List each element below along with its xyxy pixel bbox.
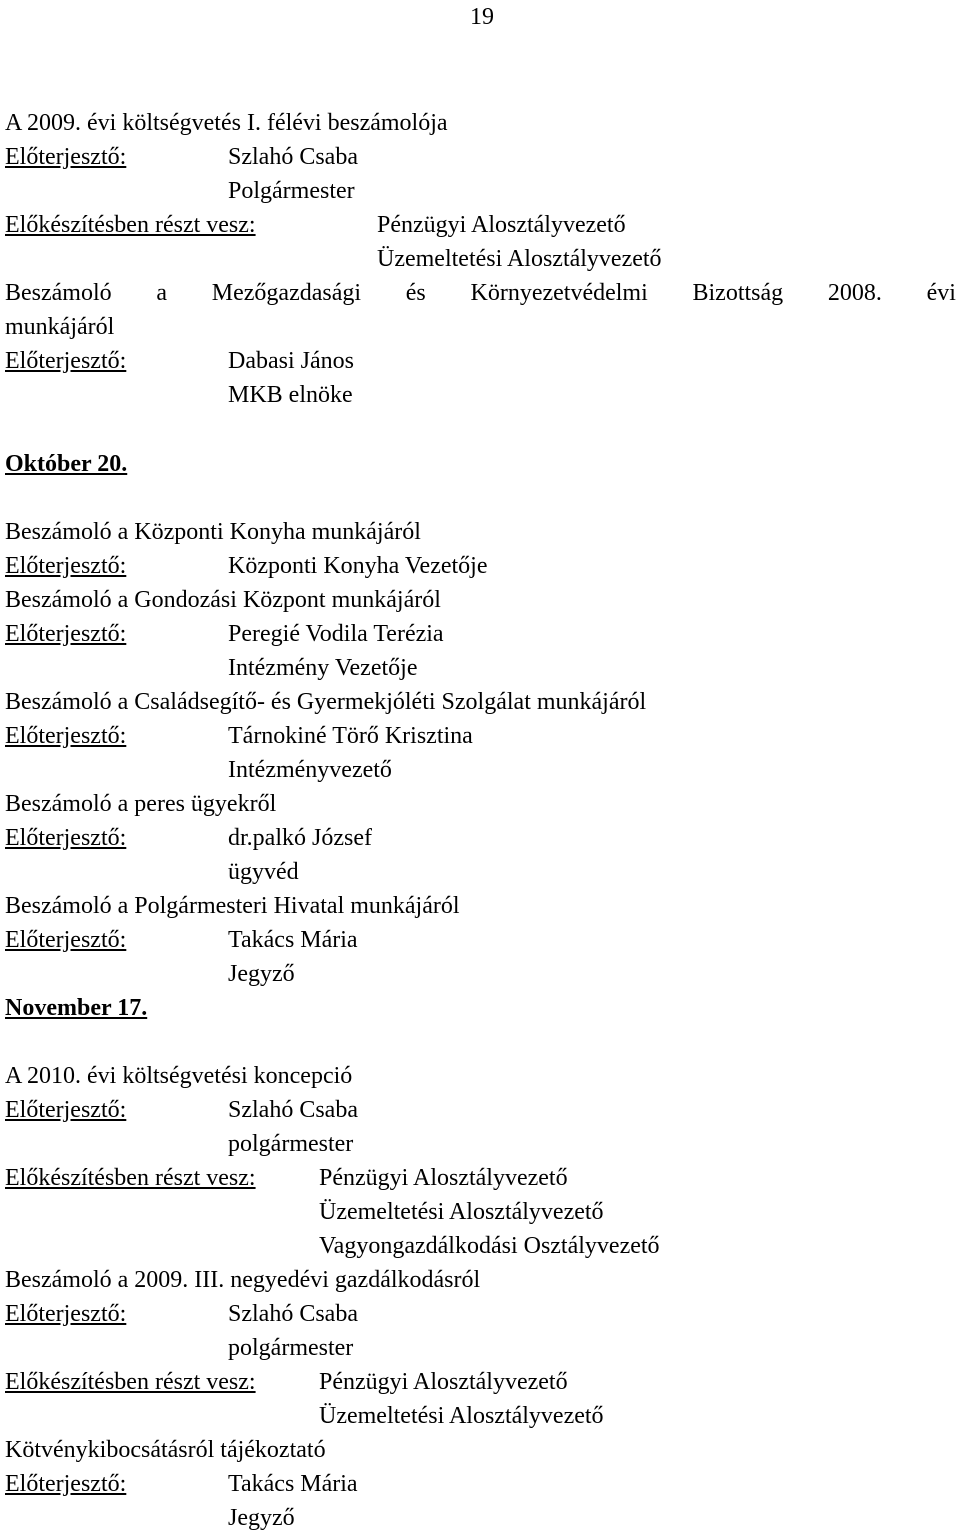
agenda-title-bond-issue: Kötvénykibocsátásról tájékoztató [5,1437,326,1463]
title-word: Mezőgazdasági [211,280,362,306]
agenda-title-kitchen: Beszámoló a Központi Konyha munkájáról [5,519,421,545]
presenter-label: Előterjesztő: [5,927,127,953]
agenda-title-mayors-office: Beszámoló a Polgármesteri Hivatal munkájáról [5,893,460,919]
preparer-label: Előkészítésben részt vesz: [5,1165,256,1191]
presenter-label: Előterjesztő: [5,1471,127,1497]
agenda-title-q3-report: Beszámoló a 2009. III. negyedévi gazdálkodásról [5,1267,481,1293]
title-word: Beszámoló [5,280,112,306]
date-heading-october: Október 20. [5,451,128,477]
agenda-title-family-service: Beszámoló a Családsegítő- és Gyermekjóléti Szolgálat munkájáról [5,689,647,715]
presenter-name: Szlahó Csaba [228,1097,358,1123]
preparer-operations: Üzemeltetési Alosztályvezető [377,246,662,272]
preparer-finance: Pénzügyi Alosztályvezető [319,1165,568,1191]
presenter-name: Takács Mária [228,1471,358,1497]
presenter-role: MKB elnöke [228,382,353,408]
presenter-label: Előterjesztő: [5,1097,127,1123]
presenter-name: Takács Mária [228,927,358,953]
preparer-operations: Üzemeltetési Alosztályvezető [319,1403,604,1429]
agenda-title-budget-concept-2010: A 2010. évi költségvetési koncepció [5,1063,353,1089]
presenter-name: Szlahó Csaba [228,144,358,170]
agenda-title-care-center: Beszámoló a Gondozási Központ munkájáról [5,587,441,613]
presenter-label: Előterjesztő: [5,348,127,374]
presenter-role: polgármester [228,1131,354,1157]
title-word: a [156,280,168,306]
preparer-label: Előkészítésben részt vesz: [5,212,256,238]
title-word: Bizottság [692,280,784,306]
presenter-name: Szlahó Csaba [228,1301,358,1327]
agenda-title-lawsuits: Beszámoló a peres ügyekről [5,791,277,817]
preparer-operations: Üzemeltetési Alosztályvezető [319,1199,604,1225]
presenter-role: polgármester [228,1335,354,1361]
presenter-name: dr.palkó József [228,825,372,851]
presenter-name: Peregié Vodila Terézia [228,621,444,647]
title-word: 2008. [827,280,882,306]
presenter-name: Tárnokiné Törő Krisztina [228,723,473,749]
presenter-name: Központi Konyha Vezetője [228,553,488,579]
agenda-title-budget-2009: A 2009. évi költségvetés I. félévi beszámolója [5,110,448,136]
page-number: 19 [470,4,494,30]
presenter-role: Jegyző [228,1505,295,1531]
presenter-label: Előterjesztő: [5,553,127,579]
title-word: és [405,280,426,306]
preparer-asset-management: Vagyongazdálkodási Osztályvezető [319,1233,660,1259]
presenter-label: Előterjesztő: [5,723,127,749]
presenter-role: Intézményvezető [228,757,392,783]
preparer-label: Előkészítésben részt vesz: [5,1369,256,1395]
presenter-role: Polgármester [228,178,355,204]
date-heading-november: November 17. [5,995,148,1021]
presenter-role: ügyvéd [228,859,299,885]
presenter-label: Előterjesztő: [5,621,127,647]
preparer-finance: Pénzügyi Alosztályvezető [377,212,626,238]
title-word: évi [926,280,956,306]
presenter-label: Előterjesztő: [5,825,127,851]
presenter-name: Dabasi János [228,348,354,374]
presenter-role: Jegyző [228,961,295,987]
preparer-finance: Pénzügyi Alosztályvezető [319,1369,568,1395]
agenda-title-committee-report [5,278,956,308]
presenter-role: Intézmény Vezetője [228,655,418,681]
presenter-label: Előterjesztő: [5,144,127,170]
agenda-title-continuation: munkájáról [5,314,115,340]
presenter-label: Előterjesztő: [5,1301,127,1327]
title-word: Környezetvédelmi [470,280,648,306]
